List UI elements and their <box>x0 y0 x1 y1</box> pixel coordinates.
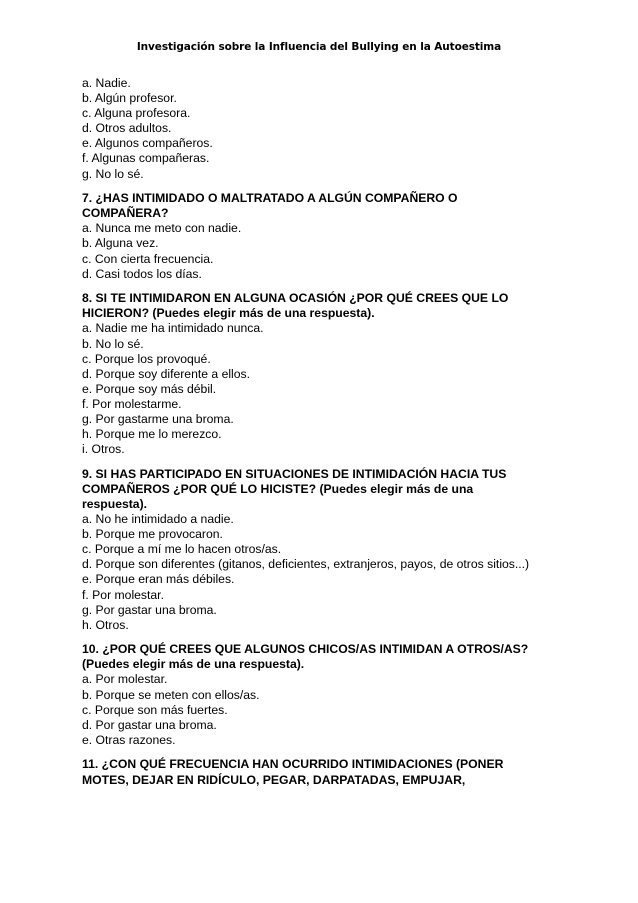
answer-option: b. Porque me provocaron. <box>82 527 223 542</box>
answer-option: f. Algunas compañeras. <box>82 151 210 166</box>
question-title-line: 11. ¿CON QUÉ FRECUENCIA HAN OCURRIDO INTIMIDACIONES (PONER <box>82 757 504 772</box>
answer-option: h. Otros. <box>82 617 129 632</box>
question-title-line: COMPAÑERA? <box>82 206 169 221</box>
answer-option: e. Porque eran más débiles. <box>82 572 235 587</box>
question-title-line: COMPAÑEROS ¿POR QUÉ LO HICISTE? (Puedes elegir más de una <box>82 481 474 496</box>
page-header: Investigación sobre la Influencia del Bullying en la Autoestima <box>136 41 502 53</box>
answer-option: g. Por gastarme una broma. <box>82 411 234 426</box>
answer-option: d. Porque soy diferente a ellos. <box>82 366 251 381</box>
question-title-line: 7. ¿HAS INTIMIDADO O MALTRATADO A ALGÚN COMPAÑERO O <box>82 191 458 206</box>
question-block <box>82 642 582 748</box>
answer-option: a. Nunca me meto con nadie. <box>82 221 242 236</box>
answer-option: c. Porque los provoqué. <box>82 351 211 366</box>
answer-option: i. Otros. <box>82 442 125 457</box>
answer-option: c. Porque a mí me lo hacen otros/as. <box>82 542 282 557</box>
answer-option: h. Porque me lo merezco. <box>82 427 222 442</box>
question-block <box>82 76 582 182</box>
answer-option: g. No lo sé. <box>82 166 144 181</box>
question-block <box>82 191 582 282</box>
answer-option: e. Algunos compañeros. <box>82 136 213 151</box>
answer-option: b. Alguna vez. <box>82 236 159 251</box>
question-title-line: 10. ¿POR QUÉ CREES QUE ALGUNOS CHICOS/AS INTIMIDAN A OTROS/AS? <box>82 642 529 657</box>
answer-option: e. Otras razones. <box>82 732 176 747</box>
answer-option: d. Casi todos los días. <box>82 266 202 281</box>
answer-option: b. No lo sé. <box>82 336 144 351</box>
answer-option: f. Por molestar. <box>82 587 164 602</box>
answer-option: c. Alguna profesora. <box>82 106 191 121</box>
question-title-line: MOTES, DEJAR EN RIDÍCULO, PEGAR, DARPATADAS, EMPUJAR, <box>82 772 466 787</box>
answer-option: b. Porque se meten con ellos/as. <box>82 687 260 702</box>
question-title-line: (Puedes elegir más de una respuesta). <box>82 657 305 672</box>
answer-option: f. Por molestarme. <box>82 396 182 411</box>
answer-option: d. Otros adultos. <box>82 121 172 136</box>
questionnaire-content <box>82 76 582 797</box>
answer-option: a. Nadie. <box>82 76 131 90</box>
answer-option: b. Algún profesor. <box>82 91 177 106</box>
answer-option: a. Por molestar. <box>82 672 168 687</box>
question-block <box>82 467 582 633</box>
question-title-line: 8. SI TE INTIMIDARON EN ALGUNA OCASIÓN ¿POR QUÉ CREES QUE LO <box>82 291 509 306</box>
question-block <box>82 291 582 457</box>
question-title-line: HICIERON? (Puedes elegir más de una respuesta). <box>82 306 375 321</box>
question-title-line: respuesta). <box>82 496 148 511</box>
answer-option: a. No he intimidado a nadie. <box>82 512 234 527</box>
answer-option: a. Nadie me ha intimidado nunca. <box>82 321 264 336</box>
answer-option: e. Porque soy más débil. <box>82 381 217 396</box>
answer-option: g. Por gastar una broma. <box>82 602 217 617</box>
answer-option: d. Porque son diferentes (gitanos, deficientes, extranjeros, payos, de otros sitios...) <box>82 557 530 572</box>
answer-option: d. Por gastar una broma. <box>82 717 217 732</box>
answer-option: c. Porque son más fuertes. <box>82 702 228 717</box>
answer-option: c. Con cierta frecuencia. <box>82 251 214 266</box>
question-title-line: 9. SI HAS PARTICIPADO EN SITUACIONES DE INTIMIDACIÓN HACIA TUS <box>82 466 507 481</box>
question-block <box>82 757 582 787</box>
